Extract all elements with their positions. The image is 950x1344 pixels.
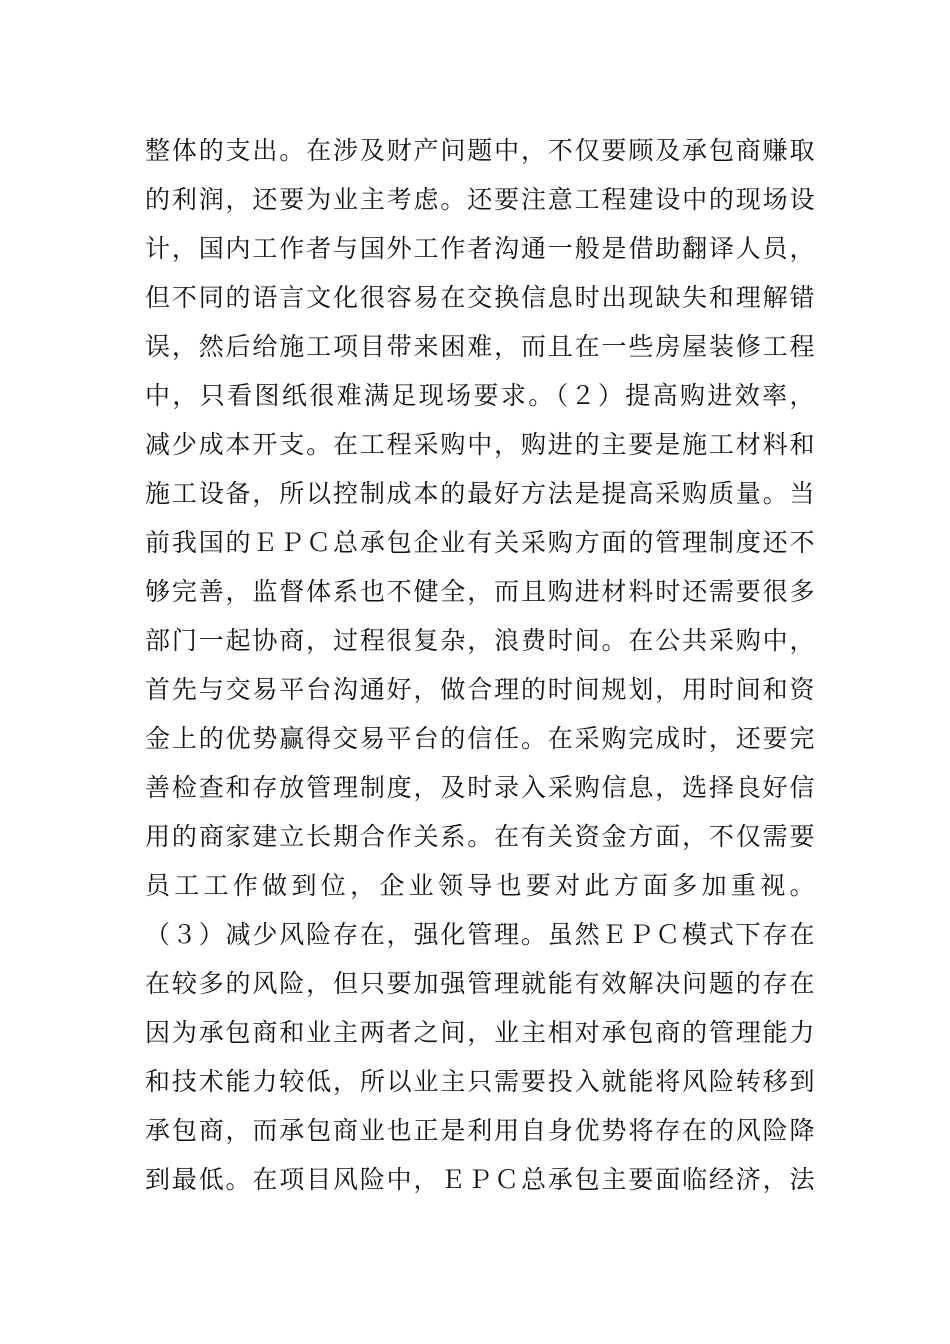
text-line: 首先与交易平台沟通好，做合理的时间规划，用时间和资: [145, 675, 815, 704]
text-line: 计，国内工作者与国外工作者沟通一般是借助翻译人员，: [145, 234, 815, 263]
text-line: 在较多的风险，但只要加强管理就能有效解决问题的存在: [145, 969, 815, 998]
text-line: 整体的支出。在涉及财产问题中，不仅要顾及承包商赚取: [145, 136, 815, 165]
text-line: 善检查和存放管理制度，及时录入采购信息，选择良好信: [145, 773, 815, 802]
text-line: 因为承包商和业主两者之间，业主相对承包商的管理能力: [145, 1018, 815, 1047]
text-line: 施工设备，所以控制成本的最好方法是提高采购质量。当: [145, 479, 815, 508]
text-line: 承包商，而承包商业也正是利用自身优势将存在的风险降: [145, 1116, 815, 1145]
body-text: [145, 126, 815, 1204]
text-line: 金上的优势赢得交易平台的信任。在采购完成时，还要完: [145, 724, 815, 753]
text-line: 够完善，监督体系也不健全，而且购进材料时还需要很多: [145, 577, 815, 606]
text-line: 用的商家建立长期合作关系。在有关资金方面，不仅需要: [145, 822, 815, 851]
text-line: （３）减少风险存在，强化管理。虽然ＥＰＣ模式下存在: [145, 920, 815, 949]
text-line: 和技术能力较低，所以业主只需要投入就能将风险转移到: [145, 1067, 815, 1096]
text-line: 到最低。在项目风险中，ＥＰＣ总承包主要面临经济，法: [145, 1165, 815, 1194]
text-line: 中，只看图纸很难满足现场要求。（２）提高购进效率，: [145, 381, 815, 410]
text-line: 部门一起协商，过程很复杂，浪费时间。在公共采购中，: [145, 626, 815, 655]
text-line: 误，然后给施工项目带来困难，而且在一些房屋装修工程: [145, 332, 815, 361]
text-line: 但不同的语言文化很容易在交换信息时出现缺失和理解错: [145, 283, 815, 312]
text-line: 前我国的ＥＰＣ总承包企业有关采购方面的管理制度还不: [145, 528, 815, 557]
text-line: 的利润，还要为业主考虑。还要注意工程建设中的现场设: [145, 185, 815, 214]
text-line: 减少成本开支。在工程采购中，购进的主要是施工材料和: [145, 430, 815, 459]
text-line: 员工工作做到位，企业领导也要对此方面多加重视。: [145, 871, 815, 900]
